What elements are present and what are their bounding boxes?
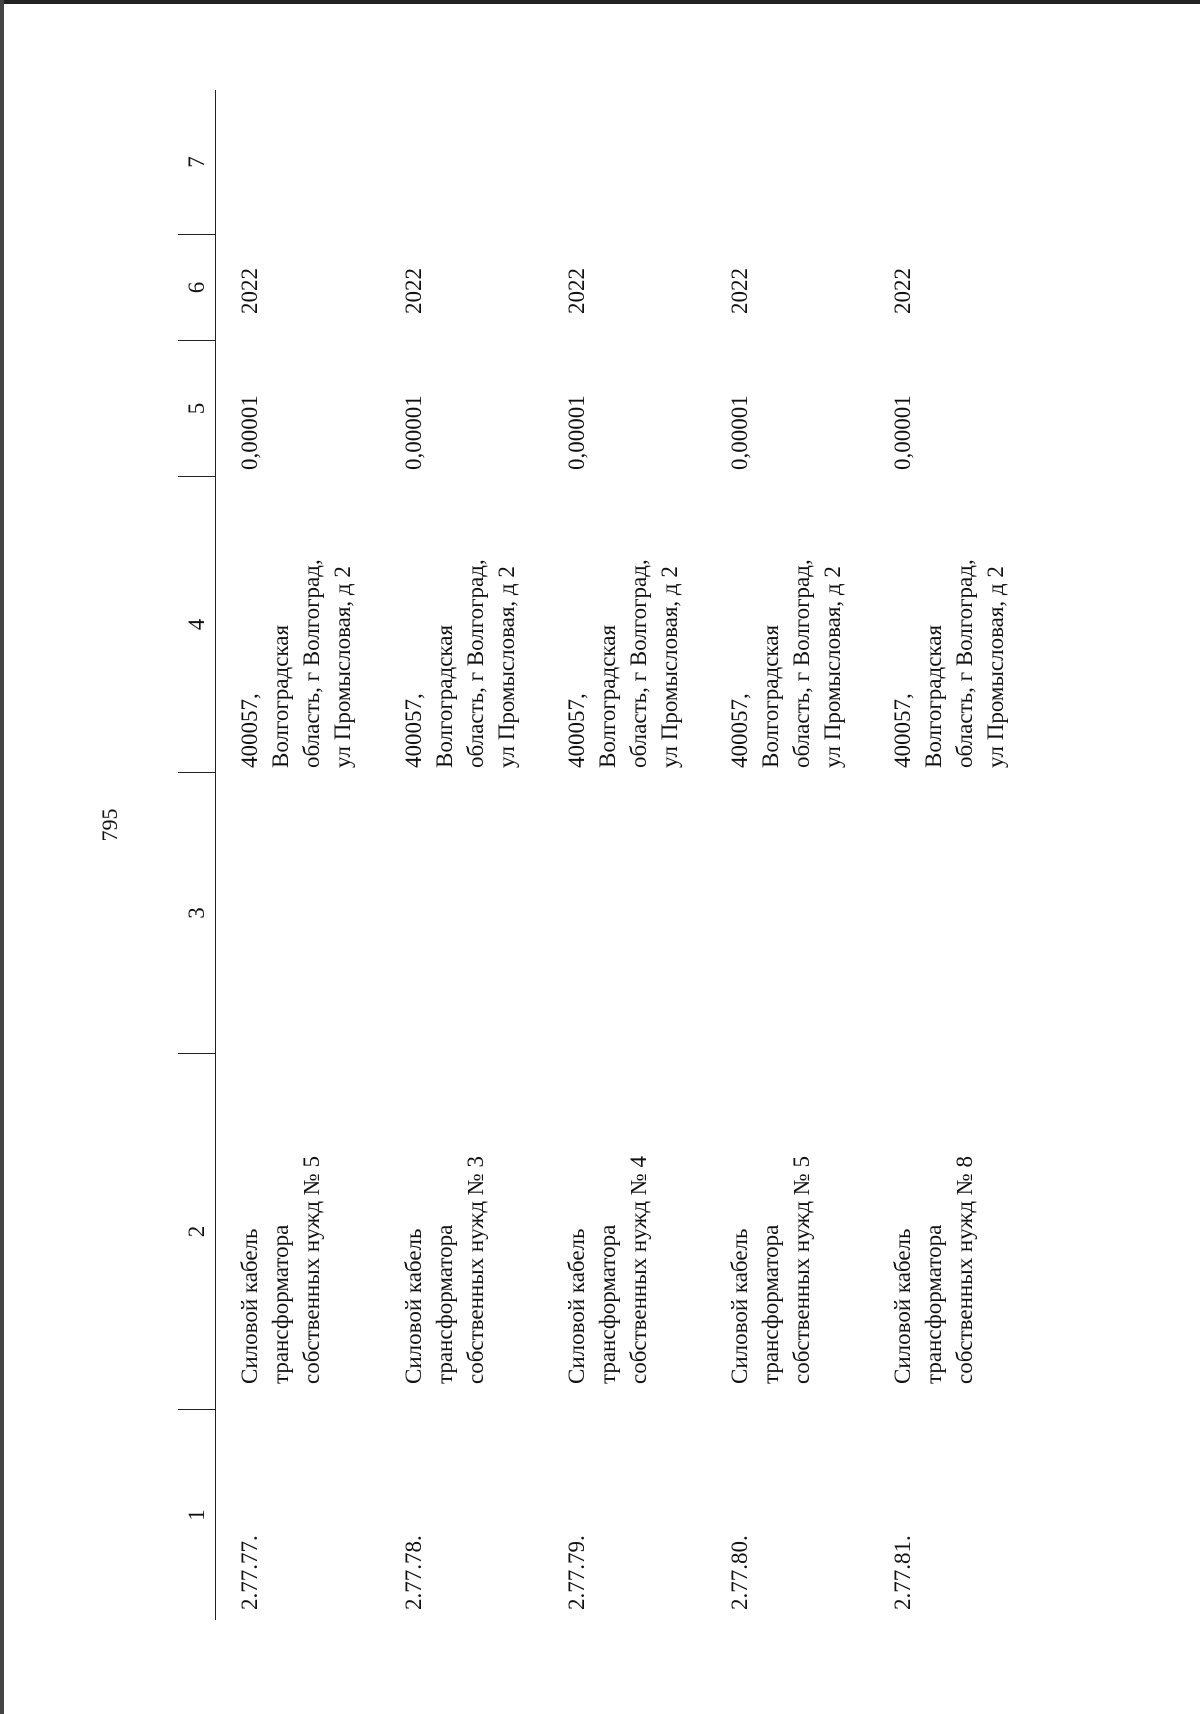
header-separator [178, 476, 215, 477]
year: 2022 [890, 268, 915, 314]
table-row [398, 90, 548, 1620]
value: 0,00001 [237, 395, 262, 470]
column-header-6: 6 [184, 281, 209, 294]
table-row [234, 90, 384, 1620]
table-row [887, 90, 1037, 1620]
value: 0,00001 [564, 395, 589, 470]
item-name: Силовой кабель трансформатора собственных нужд № 4 [564, 1156, 651, 1384]
header-separator [178, 340, 215, 341]
page-number: 795 [97, 808, 122, 842]
header-rule [215, 90, 216, 1620]
item-name: Силовой кабель трансформатора собственных нужд № 5 [727, 1156, 814, 1384]
year: 2022 [401, 268, 426, 314]
row-number: 2.77.78. [401, 1535, 426, 1610]
year: 2022 [237, 268, 262, 314]
value: 0,00001 [890, 395, 915, 470]
item-name: Силовой кабель трансформатора собственных нужд № 8 [890, 1156, 977, 1384]
address: 400057, Волгоградская область, г Волгоград, ул Промысловая, д 2 [401, 559, 519, 768]
address: 400057, Волгоградская область, г Волгоград, ул Промысловая, д 2 [727, 559, 845, 768]
column-header-4: 4 [184, 618, 209, 631]
header-separator [178, 1053, 215, 1054]
column-header-1: 1 [184, 1509, 209, 1521]
address: 400057, Волгоградская область, г Волгоград, ул Промысловая, д 2 [890, 559, 1008, 768]
row-number: 2.77.81. [890, 1535, 915, 1610]
scan-edge-left [0, 0, 4, 1714]
value: 0,00001 [727, 395, 752, 470]
table-row [724, 90, 874, 1620]
address: 400057, Волгоградская область, г Волгоград, ул Промысловая, д 2 [237, 559, 355, 768]
scan-edge-top [0, 0, 1200, 4]
year: 2022 [564, 268, 589, 314]
column-header-5: 5 [184, 402, 209, 415]
header-separator [178, 234, 215, 235]
header-separator [178, 1409, 215, 1410]
table-row [561, 90, 711, 1620]
item-name: Силовой кабель трансформатора собственных нужд № 5 [237, 1156, 324, 1384]
column-header-3: 3 [184, 907, 209, 919]
column-header-7: 7 [184, 156, 209, 168]
row-number: 2.77.80. [727, 1535, 752, 1610]
row-number: 2.77.79. [564, 1535, 589, 1610]
column-header-2: 2 [184, 1225, 209, 1238]
row-number: 2.77.77. [237, 1535, 262, 1610]
item-name: Силовой кабель трансформатора собственных нужд № 3 [401, 1156, 488, 1384]
header-separator [178, 772, 215, 773]
rotated-table [178, 90, 1038, 1620]
year: 2022 [727, 268, 752, 314]
address: 400057, Волгоградская область, г Волгоград, ул Промысловая, д 2 [564, 559, 682, 768]
value: 0,00001 [401, 395, 426, 470]
